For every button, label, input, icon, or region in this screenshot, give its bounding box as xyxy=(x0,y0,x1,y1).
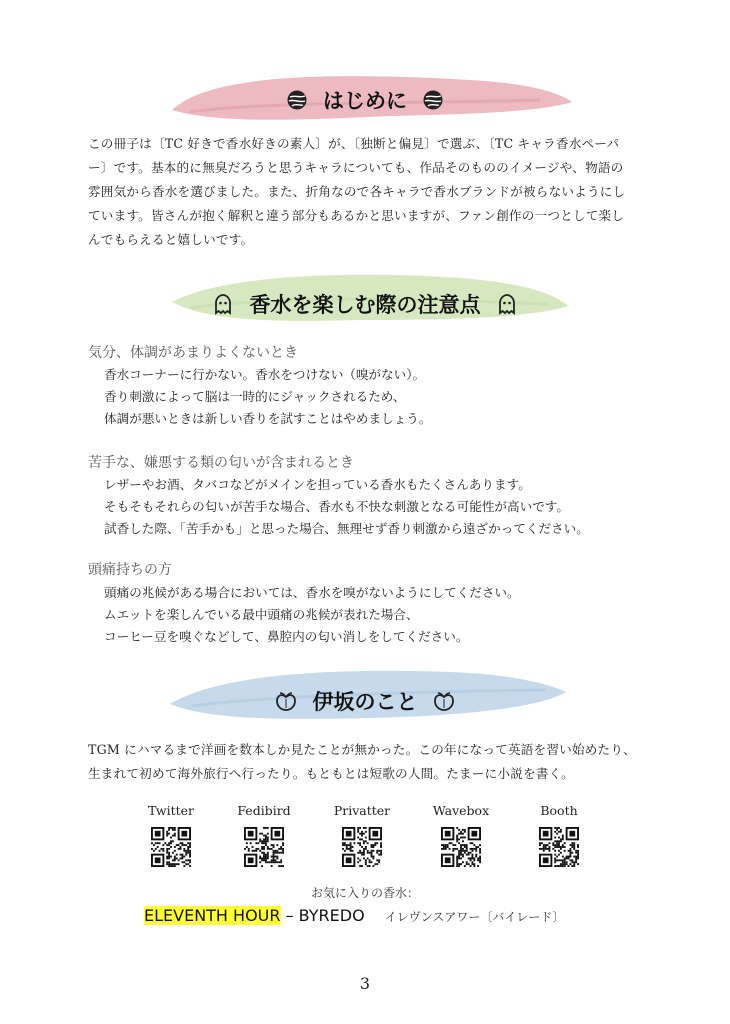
section3-heading xyxy=(0,686,730,716)
favorite-name: ELEVENTH HOUR xyxy=(144,906,281,925)
page-number: 3 xyxy=(359,974,371,993)
caution-line: レザーやお酒、タバコなどがメインを担っている香水もたくさんあります。 xyxy=(104,477,531,492)
caution-heading: 気分、体調があまりよくないとき xyxy=(88,345,298,361)
intro-line: ています。皆さんが抱く解釈と違う部分もあるかと思いますが、ファン創作の一つとして楽し xyxy=(88,208,625,223)
caution-line: 頭痛の兆候がある場合においては、香水を嗅がないようにしてください。 xyxy=(104,585,520,600)
section1-title: はじめに xyxy=(323,89,407,113)
link-privatter[interactable] xyxy=(322,803,402,867)
caution-line: 香り刺激によって脳は一時的にジャックされるため、 xyxy=(104,389,406,404)
section3-title: 伊坂のこと xyxy=(312,690,418,714)
link-label: Twitter xyxy=(147,803,194,818)
qr-code-icon[interactable] xyxy=(342,827,382,867)
favorite-perfume xyxy=(144,906,564,925)
intro-line: んでもらえると嬉しいです。 xyxy=(88,232,254,247)
peach-icon xyxy=(433,690,455,712)
intro-paragraph xyxy=(88,132,668,252)
intro-line: この冊子は〔TC 好きで香水好きの素人〕が、〔独断と偏見〕で選ぶ、〔TC キャラ香水ペーパ xyxy=(88,136,620,151)
caution-heading: 頭痛持ちの方 xyxy=(88,562,172,578)
link-twitter[interactable] xyxy=(131,803,211,867)
ghost-icon xyxy=(212,293,234,315)
qr-code-icon[interactable] xyxy=(151,827,191,867)
favorite-label: お気に入りの香水： xyxy=(310,886,419,900)
favorite-separator: – xyxy=(280,906,299,925)
caution-line: ムエットを楽しんでいる最中頭痛の兆候が表れた場合、 xyxy=(104,607,419,622)
qr-code-icon[interactable] xyxy=(539,827,579,867)
profile-line: 生まれて初めて海外旅行へ行ったり。もともとは短歌の人間。たまーに小説を書く。 xyxy=(88,766,574,781)
link-wavebox[interactable] xyxy=(421,803,501,867)
favorite-reading: イレヴンスアワー〔バイレード〕 xyxy=(384,910,565,924)
intro-line: 雰囲気から香水を選びました。また、折角なので各キャラで香水ブランドが被らないようにし xyxy=(88,184,626,199)
qr-code-icon[interactable] xyxy=(441,827,481,867)
caution-line: 体調が悪いときは新しい香りを試すことはやめましょう。 xyxy=(104,411,432,426)
link-label: Wavebox xyxy=(432,803,490,818)
link-fedibird[interactable] xyxy=(224,803,304,867)
link-label: Fedibird xyxy=(237,803,291,818)
caution-line: そもそもそれらの匂いが苦手な場合、香水も不快な刺激となる可能性が高いです。 xyxy=(104,499,569,514)
yarn-ball-icon xyxy=(286,89,308,111)
favorite-brand: BYREDO xyxy=(298,906,365,925)
caution-heading: 苦手な、嫌悪する類の匂いが含まれるとき xyxy=(88,455,354,471)
caution-line: 香水コーナーに行かない。香水をつけない（嗅がない）。 xyxy=(104,367,426,382)
section2-title: 香水を楽しむ際の注意点 xyxy=(249,293,481,317)
qr-code-icon[interactable] xyxy=(244,827,284,867)
link-label: Booth xyxy=(540,803,578,818)
profile-line: TGM にハマるまで洋画を数本しか見たことが無かった。この年になって英語を習い始めたり、 xyxy=(88,742,636,757)
section2-heading xyxy=(0,289,730,319)
profile-paragraph xyxy=(88,738,668,786)
ghost-icon xyxy=(496,293,518,315)
section1-heading xyxy=(0,85,730,115)
link-booth[interactable] xyxy=(519,803,599,867)
intro-line: ー〕です。基本的に無臭だろうと思うキャラについても、作品そのもののイメージや、物語の xyxy=(88,160,624,175)
yarn-ball-icon xyxy=(422,89,444,111)
peach-icon xyxy=(275,690,297,712)
link-label: Privatter xyxy=(333,803,391,818)
caution-line: コーヒー豆を嗅ぐなどして、鼻腔内の匂い消しをしてください。 xyxy=(104,629,469,644)
caution-line: 試香した際、「苦手かも」と思った場合、無理せず香り刺激から遠ざかってください。 xyxy=(104,521,589,536)
